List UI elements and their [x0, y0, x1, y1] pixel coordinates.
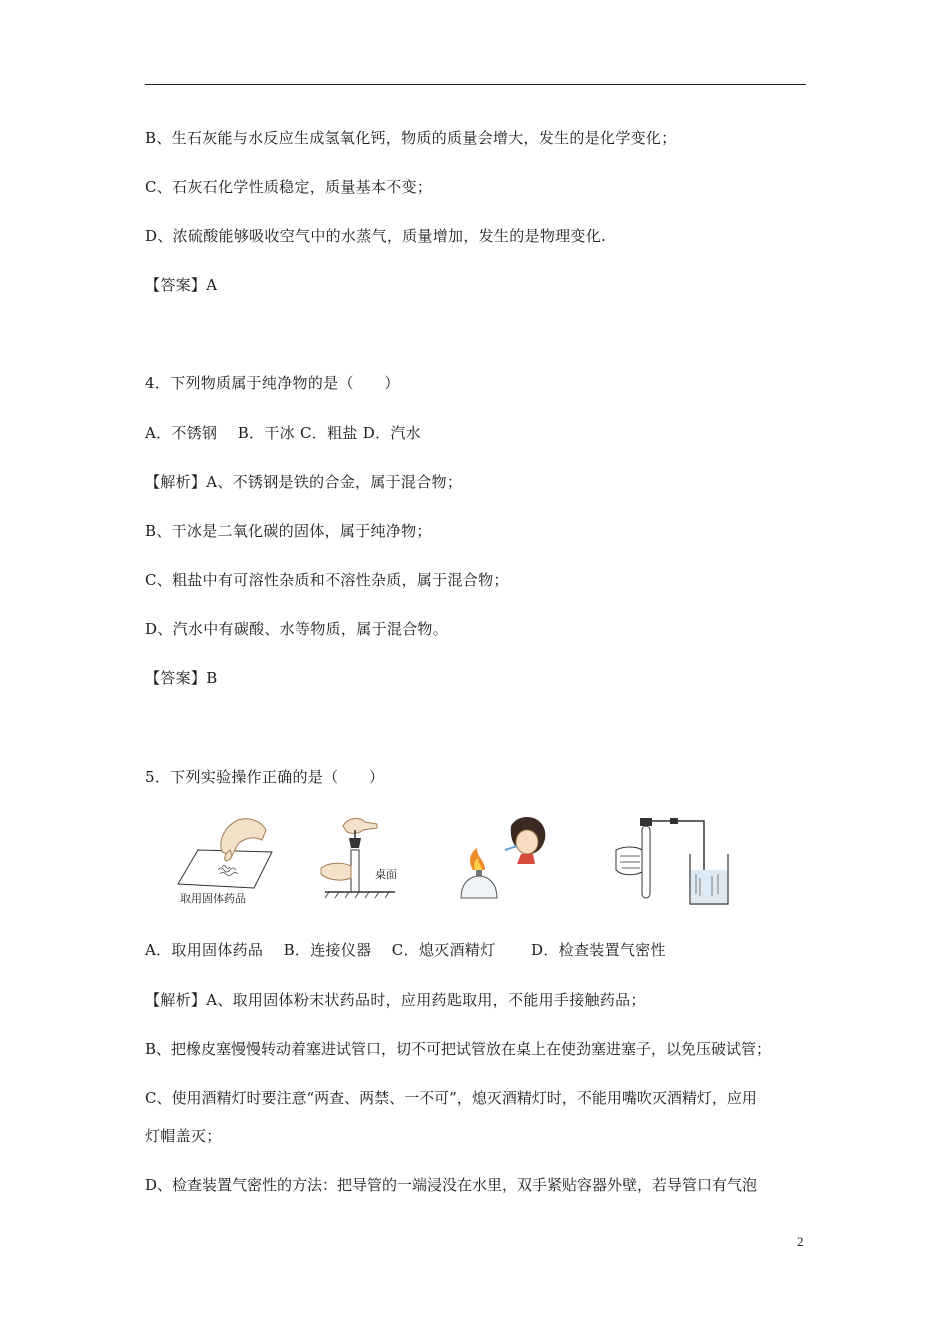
connect-instrument-figure: [315, 812, 410, 907]
text-line: D、检查装置气密性的方法：把导管的一端浸没在水里，双手紧贴容器外壁，若导管口有气泡: [145, 1176, 758, 1194]
page-number: 2: [797, 1234, 804, 1249]
answer-label: 【答案】B: [145, 669, 218, 687]
airtightness-figure: [610, 812, 740, 907]
analysis-line: 【解析】A、取用固体粉末状药品时，应用药匙取用，不能用手接触药品；: [145, 991, 646, 1009]
answer-label: 【答案】A: [145, 276, 218, 294]
text-line: B、干冰是二氧化碳的固体，属于纯净物；: [145, 522, 432, 540]
experiment-figures: [170, 812, 770, 912]
question-5: 5．下列实验操作正确的是（ ）: [145, 768, 385, 786]
options-4: A．不锈钢 B．干冰 C．粗盐 D．汽水: [145, 424, 421, 442]
options-5: A．取用固体药品 B．连接仪器 C．熄灭酒精灯 D．检查装置气密性: [145, 941, 666, 959]
text-line: B、生石灰能与水反应生成氢氧化钙，物质的质量会增大，发生的是化学变化；: [145, 129, 677, 147]
text-line: C、石灰石化学性质稳定，质量基本不变；: [145, 178, 433, 196]
figure-a-caption: 取用固体药品: [180, 892, 246, 905]
text-line: D、浓硫酸能够吸收空气中的水蒸气，质量增加，发生的是物理变化.: [145, 227, 607, 245]
question-4: 4．下列物质属于纯净物的是（ ）: [145, 374, 400, 392]
text-line: B、把橡皮塞慢慢转动着塞进试管口，切不可把试管放在桌上在使劲塞进塞子，以免压破试管；: [145, 1040, 772, 1058]
analysis-line: 【解析】A、不锈钢是铁的合金，属于混合物；: [145, 473, 463, 491]
alcohol-lamp-figure: [455, 812, 555, 907]
text-line: 灯帽盖灭；: [145, 1127, 222, 1145]
text-line: D、汽水中有碳酸、水等物质，属于混合物。: [145, 620, 449, 638]
text-line: C、粗盐中有可溶性杂质和不溶性杂质，属于混合物；: [145, 571, 509, 589]
text-line: C、使用酒精灯时要注意“两查、两禁、一不可”，熄灭酒精灯时，不能用嘴吹灭酒精灯，应用: [145, 1089, 757, 1107]
figure-b-caption: 桌面: [375, 868, 397, 881]
header-rule: [145, 84, 806, 85]
